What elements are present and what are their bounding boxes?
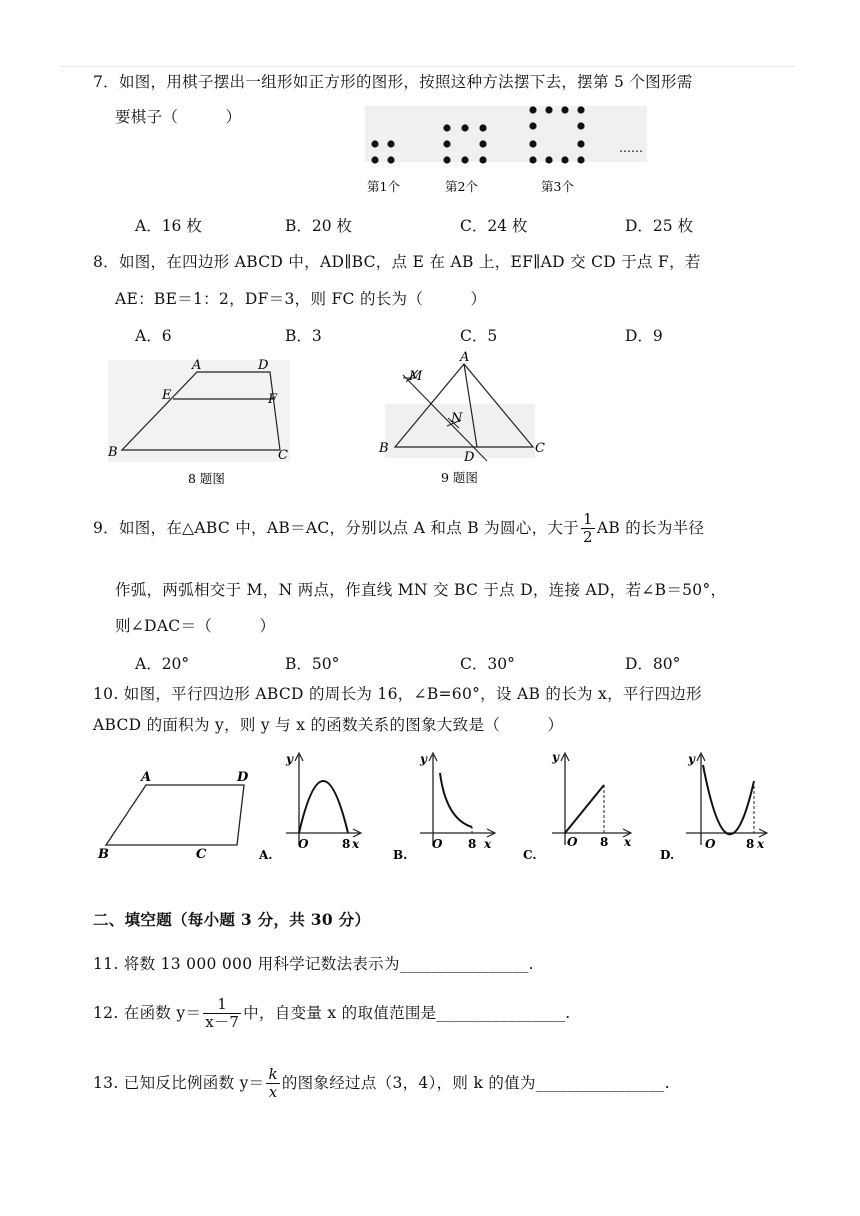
q12-answer-blank[interactable]: ________________ <box>436 1003 566 1022</box>
q10-graph-d-y: y <box>688 752 695 766</box>
q7-caption-2: 第2个 <box>445 179 478 194</box>
q9-option-b: B．50° <box>285 655 340 673</box>
q10-label-d: D <box>237 770 249 785</box>
q8-label-d: D <box>258 358 269 373</box>
q13-fraction <box>266 1066 279 1102</box>
q13-frac-den: x <box>268 1083 278 1102</box>
q10-graph-c-x: x <box>624 835 632 849</box>
q10-graph-d <box>658 745 778 865</box>
q10-graph-d-tick: 8 <box>746 837 755 851</box>
q8-fig-caption: 8 题图 <box>188 471 225 486</box>
q10-graph-c-tick: 8 <box>600 835 609 849</box>
q7-ellipsis: …… <box>619 141 643 155</box>
q10-graph-b-label: B. <box>393 848 408 862</box>
q13-end: . <box>664 1073 670 1092</box>
q12-line <box>93 996 571 1032</box>
q8-option-d: D．9 <box>625 327 663 345</box>
q10-graph-a-tick: 8 <box>342 837 351 851</box>
q8-label-f: F <box>268 392 278 407</box>
q11-answer-blank[interactable]: ________________ <box>399 955 529 973</box>
q9-figure <box>375 348 555 490</box>
q8-line1: 8．如图，在四边形 ABCD 中，AD∥BC，点 E 在 AB 上，EF∥AD 交 CD 于点 F，若 <box>93 253 701 271</box>
q10-graph-d-x: x <box>757 837 765 851</box>
q7-figure-bg <box>365 106 647 162</box>
q13-frac-num: k <box>268 1065 278 1083</box>
q8-option-b: B．3 <box>285 327 322 345</box>
q13-text-a: 13. 已知反比例函数 y＝ <box>93 1073 265 1092</box>
q12-frac-den: x－7 <box>205 1013 240 1032</box>
q10-graph-c-origin: O <box>567 835 578 849</box>
q8-option-c: C．5 <box>460 327 498 345</box>
q10-graph-a-origin: O <box>298 837 309 851</box>
q13-text-b: 的图象经过点（3，4），则 k 的值为 <box>281 1073 536 1092</box>
q9-frac-num: 1 <box>582 510 593 528</box>
q7-caption-1: 第1个 <box>367 179 400 194</box>
q9-fraction <box>581 511 595 547</box>
q8-figure-bg <box>108 360 290 462</box>
q11-text: 11. 将数 13 000 000 用科学记数法表示为 <box>93 955 400 973</box>
q9-label-b: B <box>379 441 389 456</box>
q12-text-b: 中，自变量 x 的取值范围是 <box>243 1003 437 1022</box>
q10-graph-c-line <box>565 785 604 833</box>
q10-graph-b-x: x <box>484 837 492 851</box>
q7-line2: 要棋子（ ） <box>115 108 242 126</box>
q10-graph-b <box>390 745 500 865</box>
q9-option-a: A．20° <box>135 655 190 673</box>
q12-text-a: 12. 在函数 y＝ <box>93 1003 202 1022</box>
q9-option-d: D．80° <box>625 655 681 673</box>
q8-line2: AE：BE＝1：2，DF＝3，则 FC 的长为（ ） <box>115 290 487 308</box>
q7-option-d: D．25 枚 <box>625 217 694 235</box>
q8-figure <box>100 352 300 490</box>
q9-label-m: M <box>409 369 423 384</box>
q10-graph-d-curve <box>703 765 754 834</box>
q9-option-c: C．30° <box>460 655 515 673</box>
q9-line2: 作弧，两弧相交于 M，N 两点，作直线 MN 交 BC 于点 D，连接 AD，若∠B＝50°， <box>115 581 727 599</box>
q9-line3: 则∠DAC＝（ ） <box>115 617 276 635</box>
q9-label-c: C <box>535 441 545 456</box>
q10-graph-a-x: x <box>352 837 360 851</box>
q9-line1-b: AB 的长为半径 <box>596 518 705 537</box>
q10-graph-b-y: y <box>420 752 427 766</box>
q9-line1-a: 9．如图，在△ABC 中，AB＝AC，分别以点 A 和点 B 为圆心，大于 <box>93 518 579 537</box>
q10-graph-a-curve <box>299 781 348 833</box>
q7-option-b: B．20 枚 <box>285 217 353 235</box>
q8-label-a: A <box>192 358 202 373</box>
q10-label-c: C <box>196 847 207 862</box>
q10-line1: 10. 如图，平行四边形 ABCD 的周长为 16，∠B=60°，设 AB 的长为 x，平行四边形 <box>93 685 702 703</box>
q10-graph-d-label: D. <box>660 848 675 862</box>
q7-figure <box>355 100 655 200</box>
section2-heading: 二、填空题（每小题 3 分，共 30 分） <box>93 910 371 929</box>
q7-line1: 7．如图，用棋子摆出一组形如正方形的图形，按照这种方法摆下去，摆第 5 个图形需 <box>93 73 693 91</box>
q10-graph-c <box>520 745 640 865</box>
q10-parallelogram <box>106 785 244 845</box>
q9-label-a: A <box>460 350 470 365</box>
q10-graph-a-label: A. <box>259 848 273 862</box>
q10-label-a: A <box>141 770 152 785</box>
q9-label-n: N <box>451 411 463 426</box>
q10-label-b: B <box>98 847 109 862</box>
q8-label-b: B <box>108 445 118 460</box>
q10-graph-a-y: y <box>286 752 293 766</box>
q7-caption-3: 第3个 <box>541 179 574 194</box>
q10-line2: ABCD 的面积为 y，则 y 与 x 的函数关系的图象大致是（ ） <box>93 716 564 734</box>
q10-graph-d-origin: O <box>705 837 716 851</box>
q13-line <box>93 1066 670 1102</box>
q9-label-d: D <box>464 450 475 465</box>
q12-frac-num: 1 <box>203 996 241 1014</box>
q11-line <box>93 952 534 974</box>
q8-option-a: A．6 <box>135 327 172 345</box>
q12-fraction <box>203 996 241 1032</box>
q8-label-e: E <box>162 388 172 403</box>
q10-graph-b-curve <box>440 773 472 827</box>
q10-graph-b-tick: 8 <box>468 837 477 851</box>
q13-answer-blank[interactable]: ________________ <box>535 1073 665 1092</box>
q10-graph-c-label: C. <box>523 848 537 862</box>
header-rule <box>60 66 795 67</box>
q9-line1 <box>93 511 704 547</box>
q10-graph-a <box>256 745 366 865</box>
q10-graph-b-origin: O <box>432 837 443 851</box>
q9-frac-den: 2 <box>582 528 593 547</box>
q10-parallelogram-figure <box>92 765 262 865</box>
q11-end: . <box>528 955 534 973</box>
q10-graph-c-y: y <box>552 750 559 764</box>
q7-option-a: A．16 枚 <box>135 217 202 235</box>
q7-option-c: C．24 枚 <box>460 217 528 235</box>
q8-label-c: C <box>278 448 288 463</box>
q12-end: . <box>565 1003 571 1022</box>
q9-fig-caption: 9 题图 <box>441 470 478 485</box>
